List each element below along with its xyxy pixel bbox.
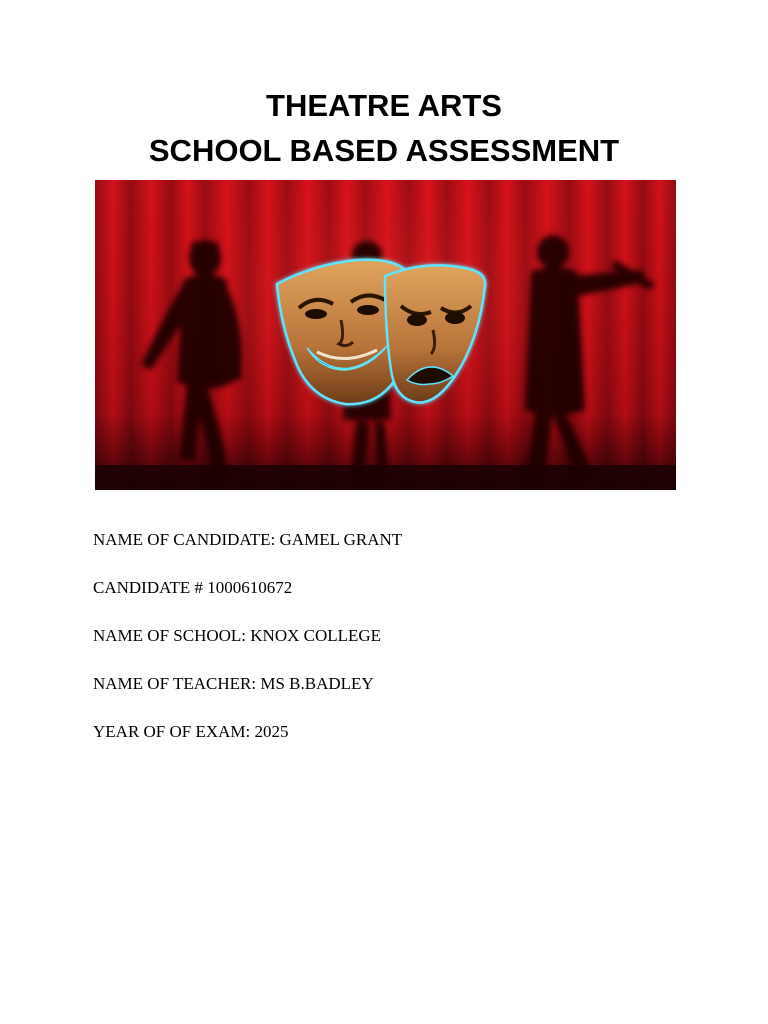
candidate-details [93,530,402,770]
teacher-name: NAME OF TEACHER: MS B.BADLEY [93,674,374,693]
theatre-masks-stage-image [95,180,676,490]
title-assessment: SCHOOL BASED ASSESSMENT [148,133,620,168]
school-name: NAME OF SCHOOL: KNOX COLLEGE [93,626,382,645]
title-subject: THEATRE ARTS [266,88,502,123]
exam-year: YEAR OF OF EXAM: 2025 [93,722,289,741]
candidate-number: CANDIDATE # 1000610672 [93,578,293,597]
candidate-name: NAME OF CANDIDATE: GAMEL GRANT [93,530,403,549]
